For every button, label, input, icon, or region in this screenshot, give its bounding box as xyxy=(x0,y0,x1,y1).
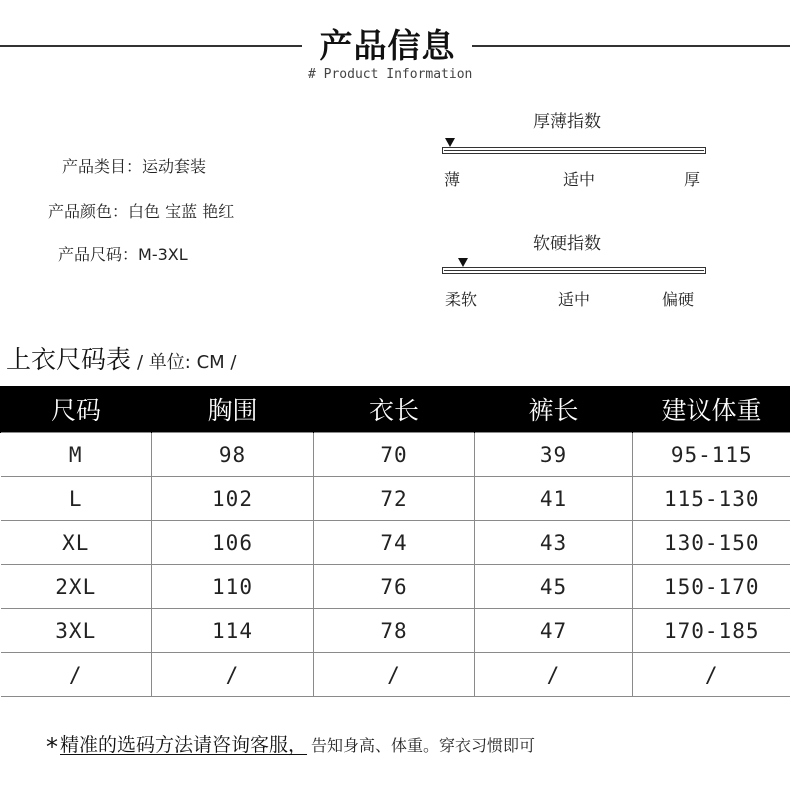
info-sizes-value: M-3XL xyxy=(138,245,188,264)
thickness-label-thin: 薄 xyxy=(444,170,461,189)
cell-size: L xyxy=(1,477,152,521)
thickness-marker-icon xyxy=(445,138,455,147)
cell-size: M xyxy=(1,433,152,477)
cell-chest: 106 xyxy=(152,521,314,565)
asterisk-icon: * xyxy=(46,733,58,761)
info-colors-value: 白色 宝蓝 艳红 xyxy=(128,202,235,221)
page-title: 产品信息 xyxy=(319,26,456,65)
page-subtitle: # Product Information xyxy=(308,67,473,82)
cell-size: XL xyxy=(1,521,152,565)
header-rule-right xyxy=(472,45,790,47)
cell-pants-length: 43 xyxy=(475,521,633,565)
cell-weight: 115-130 xyxy=(633,477,790,521)
col-header-size: 尺码 xyxy=(1,386,152,433)
cell-pants-length: 47 xyxy=(475,609,633,653)
cell-size: 2XL xyxy=(1,565,152,609)
header-rule-left xyxy=(0,45,302,47)
cell-chest: 110 xyxy=(152,565,314,609)
info-sizes-label: 产品尺码： xyxy=(58,245,139,264)
cell-pants-length: 39 xyxy=(475,433,633,477)
cell-size: / xyxy=(1,653,152,697)
sizing-note xyxy=(46,730,535,761)
sizing-note-main: 精准的选码方法请咨询客服， xyxy=(60,734,308,756)
size-chart-unit: / 单位: CM / xyxy=(137,352,237,373)
col-header-pants-length: 裤长 xyxy=(475,386,633,433)
cell-weight: 170-185 xyxy=(633,609,790,653)
info-sizes xyxy=(58,242,188,265)
col-header-chest: 胸围 xyxy=(152,386,314,433)
table-row xyxy=(1,609,790,653)
info-colors xyxy=(48,199,234,222)
info-category-value: 运动套装 xyxy=(142,157,207,176)
info-colors-label: 产品颜色： xyxy=(48,202,129,221)
size-table-header xyxy=(1,386,790,433)
softness-index-title: 软硬指数 xyxy=(533,234,601,254)
cell-weight: 130-150 xyxy=(633,521,790,565)
thickness-index-title: 厚薄指数 xyxy=(533,112,601,132)
cell-chest: / xyxy=(152,653,314,697)
cell-weight: 150-170 xyxy=(633,565,790,609)
info-category-label: 产品类目： xyxy=(62,157,143,176)
cell-pants-length: 41 xyxy=(475,477,633,521)
table-row xyxy=(1,565,790,609)
cell-chest: 98 xyxy=(152,433,314,477)
table-row xyxy=(1,653,790,697)
cell-chest: 114 xyxy=(152,609,314,653)
col-header-weight: 建议体重 xyxy=(633,386,790,433)
size-chart-heading xyxy=(6,340,236,376)
softness-marker-icon xyxy=(458,258,468,267)
cell-top-length: 74 xyxy=(314,521,475,565)
softness-scale-bar xyxy=(442,267,706,274)
cell-weight: / xyxy=(633,653,790,697)
col-header-top-length: 衣长 xyxy=(314,386,475,433)
cell-pants-length: / xyxy=(475,653,633,697)
table-row xyxy=(1,521,790,565)
cell-top-length: 70 xyxy=(314,433,475,477)
sizing-note-detail: 告知身高、体重。穿衣习惯即可 xyxy=(311,736,536,755)
cell-size: 3XL xyxy=(1,609,152,653)
size-table xyxy=(0,386,790,697)
info-category xyxy=(62,154,206,177)
cell-top-length: 76 xyxy=(314,565,475,609)
cell-weight: 95-115 xyxy=(633,433,790,477)
cell-top-length: 78 xyxy=(314,609,475,653)
cell-chest: 102 xyxy=(152,477,314,521)
softness-label-hard: 偏硬 xyxy=(662,290,695,309)
cell-top-length: 72 xyxy=(314,477,475,521)
table-row xyxy=(1,433,790,477)
cell-top-length: / xyxy=(314,653,475,697)
thickness-scale-bar xyxy=(442,147,706,154)
thickness-label-medium: 适中 xyxy=(563,170,596,189)
size-chart-title: 上衣尺码表 xyxy=(6,345,132,374)
thickness-label-thick: 厚 xyxy=(684,170,701,189)
softness-label-medium: 适中 xyxy=(558,290,591,309)
table-row xyxy=(1,477,790,521)
softness-label-soft: 柔软 xyxy=(445,290,478,309)
cell-pants-length: 45 xyxy=(475,565,633,609)
